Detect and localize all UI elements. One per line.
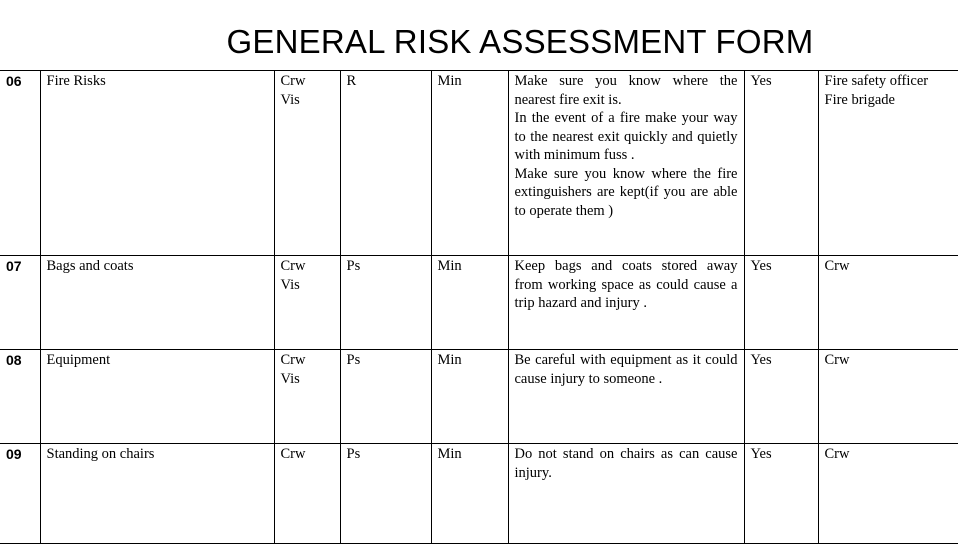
type-cell: R (340, 71, 431, 256)
who-line: Vis (281, 91, 334, 110)
who-line: Vis (281, 276, 334, 295)
table-row (0, 350, 958, 444)
control-text: Be careful with equipment as it could cause injury to someone . (515, 351, 738, 388)
who-cell (274, 71, 340, 256)
who-line: Crw (281, 72, 334, 91)
control-text: Make sure you know where the fire extinguishers are kept(if you are able to operate them ) (515, 165, 738, 221)
who-cell (274, 256, 340, 350)
table-row (0, 71, 958, 256)
responsible-line: Fire brigade (825, 91, 958, 110)
responsible-line: Crw (825, 351, 958, 370)
responsible-cell (818, 71, 958, 256)
who-line: Crw (281, 351, 334, 370)
who-cell (274, 444, 340, 544)
risk-assessment-table (0, 70, 958, 544)
who-line: Crw (281, 257, 334, 276)
responsible-line: Fire safety officer (825, 72, 958, 91)
who-cell (274, 350, 340, 444)
row-number: 08 (0, 350, 40, 444)
who-line: Crw (281, 445, 334, 464)
level-cell: Min (431, 350, 508, 444)
who-line: Vis (281, 370, 334, 389)
table-row (0, 444, 958, 544)
level-cell: Min (431, 444, 508, 544)
done-cell: Yes (744, 71, 818, 256)
responsible-cell (818, 444, 958, 544)
row-number: 07 (0, 256, 40, 350)
control-text: Do not stand on chairs as can cause injury. (515, 445, 738, 482)
row-number: 06 (0, 71, 40, 256)
row-number: 09 (0, 444, 40, 544)
responsible-cell (818, 350, 958, 444)
control-measures-cell (508, 71, 744, 256)
type-cell: Ps (340, 350, 431, 444)
control-measures-cell (508, 444, 744, 544)
table-row (0, 256, 958, 350)
level-cell: Min (431, 71, 508, 256)
responsible-cell (818, 256, 958, 350)
form-title: GENERAL RISK ASSESSMENT FORM (0, 22, 958, 62)
responsible-line: Crw (825, 257, 958, 276)
control-text: In the event of a fire make your way to the nearest exit quickly and quietly with minimum fuss . (515, 109, 738, 165)
type-cell: Ps (340, 256, 431, 350)
type-cell: Ps (340, 444, 431, 544)
control-text: Make sure you know where the nearest fire exit is. (515, 72, 738, 109)
control-measures-cell (508, 256, 744, 350)
level-cell: Min (431, 256, 508, 350)
hazard-cell: Bags and coats (40, 256, 274, 350)
done-cell: Yes (744, 256, 818, 350)
done-cell: Yes (744, 444, 818, 544)
control-measures-cell (508, 350, 744, 444)
responsible-line: Crw (825, 445, 958, 464)
hazard-cell: Equipment (40, 350, 274, 444)
hazard-cell: Fire Risks (40, 71, 274, 256)
hazard-cell: Standing on chairs (40, 444, 274, 544)
done-cell: Yes (744, 350, 818, 444)
control-text: Keep bags and coats stored away from working space as could cause a trip hazard and injury . (515, 257, 738, 313)
